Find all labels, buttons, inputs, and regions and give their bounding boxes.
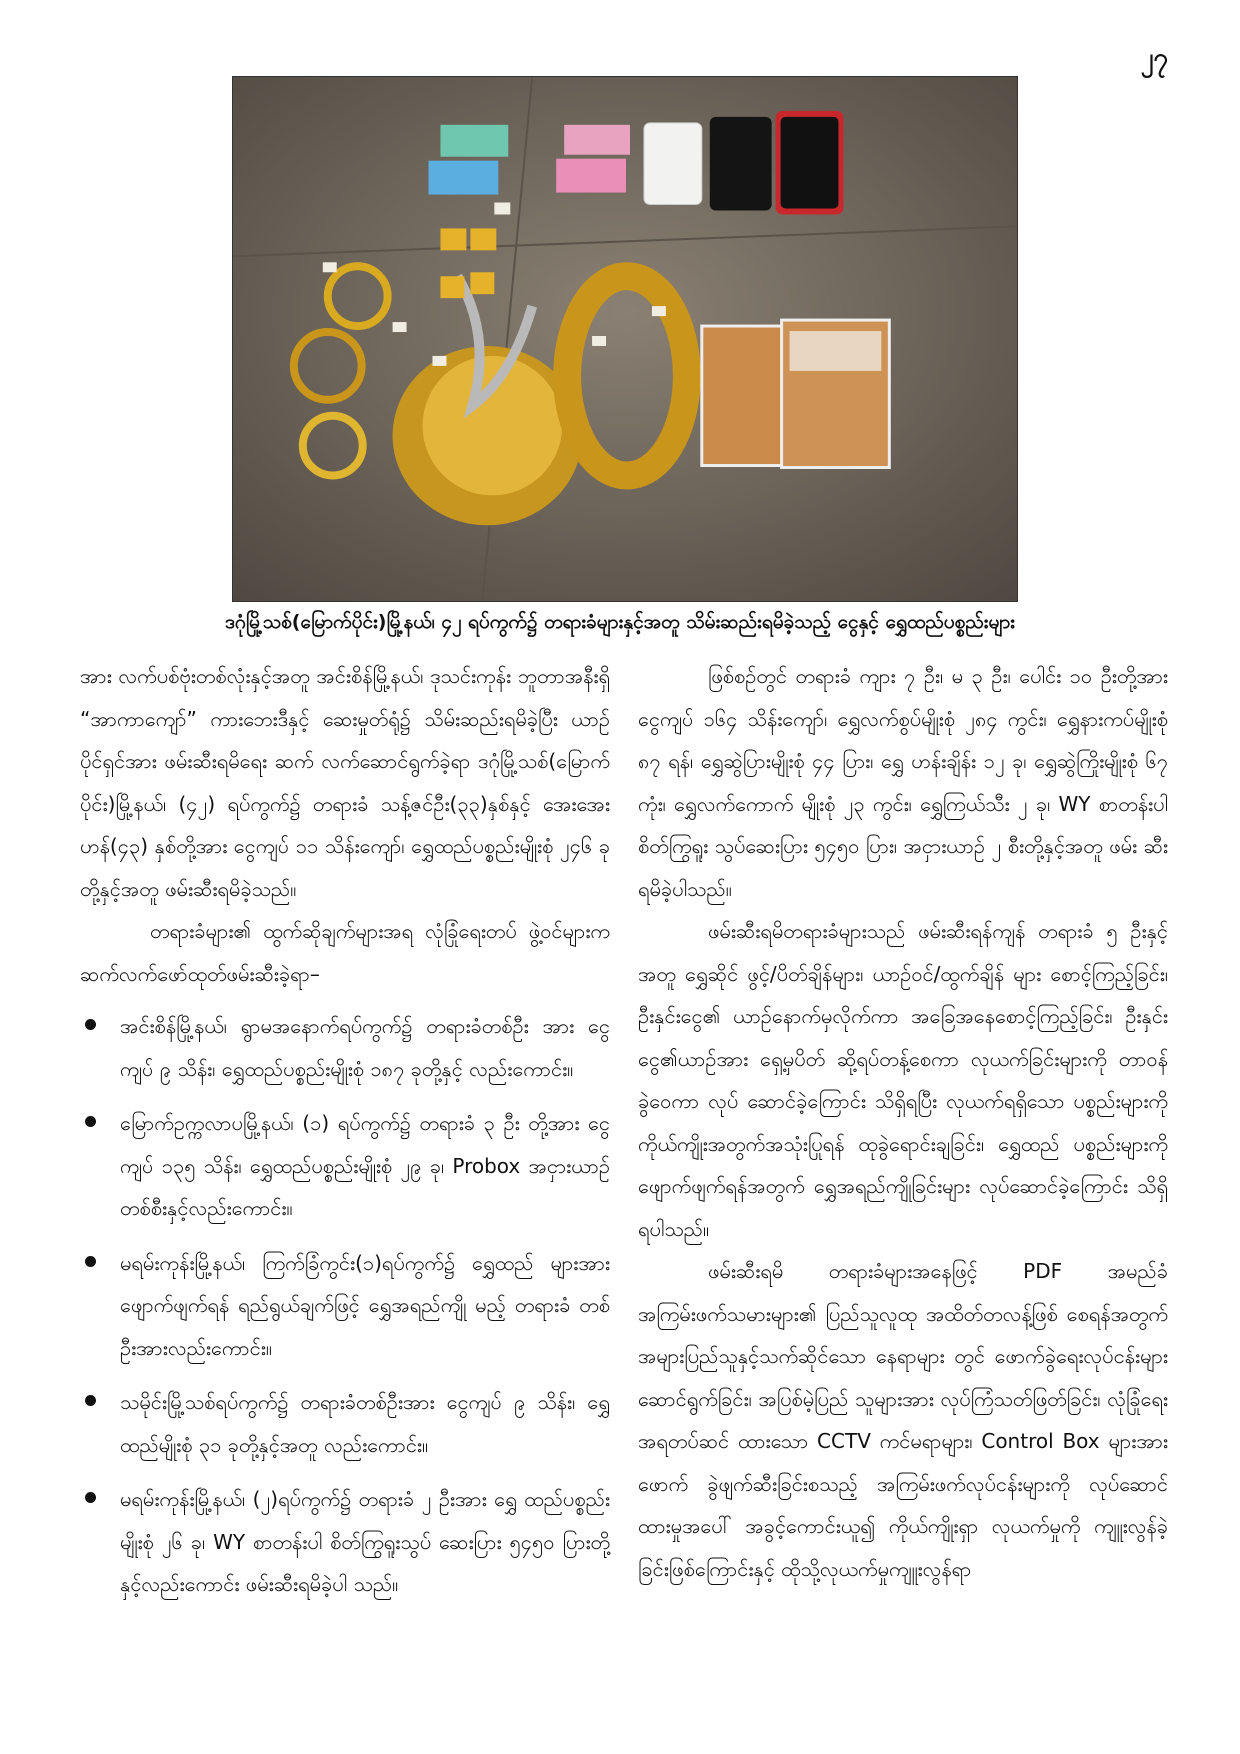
right-paragraph-2: ဖမ်းဆီးရမိတရားခံများသည် ဖမ်းဆီးရန်ကျန် တရားခံ ၅ ဦးနှင့်အတူ ရွှေဆိုင် ဖွင့်/ပိတ်ချိန်များ၊ ယာဉ်ဝင်/ထွက်ချိန် များ စောင့်ကြည့်ခြင်း၊ ဦးနှင်းငွေ၏ ယာဉ်နောက်မှလိုက်ကာ အခြေအနေစောင့်ကြည့်ခြင်း၊ ဦးနှင်းငွေ၏ယာဉ်အား ရှေ့မှပိတ် ဆို့ရပ်တန့်စေကာ လုယက်ခြင်းများကို တာဝန်ခွဲဝေကာ လုပ် ဆောင်ခဲ့ကြောင်း သိရှိရပြီး လုယက်ရရှိသော ပစ္စည်းများကို ကိုယ်ကျိုးအတွက်အသုံးပြုရန် ထုခွဲရောင်းချခြင်း၊ ရွှေထည် ပစ္စည်းများကို ဖျောက်ဖျက်ရန်အတွက် ရွှေအရည်ကျိုခြင်းများ လုပ်ဆောင်ခဲ့ကြောင်း သိရှိရပါသည်။ bbox=[638, 919, 1168, 1241]
photo-caption: ဒဂုံမြို့သစ်(မြောက်ပိုင်း)မြို့နယ်၊ ၄၂ ရပ်ကွက်၌ တရားခံများနှင့်အတူ သိမ်းဆည်းရမိခဲ့သည့် ငွေနှင့် ရွှေထည်ပစ္စည်းများ bbox=[224, 611, 1016, 633]
list-item bbox=[80, 1242, 610, 1370]
list-item-text: သမိုင်းမြို့သစ်ရပ်ကွက်၌ တရားခံတစ်ဦးအား ငွေကျပ် ၉ သိန်း၊ ရွှေထည်မျိုးစုံ ၃၁ ခုတို့နှင့်အတူ လည်းကောင်း။ bbox=[120, 1390, 610, 1457]
list-item-text: အင်းစိန်မြို့နယ်၊ ရွာမအနောက်ရပ်ကွက်၌ တရားခံတစ်ဦး အား ငွေကျပ် ၉ သိန်း၊ ရွှေထည်ပစ္စည်းမျိုးစုံ ၁၈၇ ခုတို့နှင့် လည်းကောင်း။ bbox=[120, 1014, 610, 1081]
bullet-icon bbox=[85, 1492, 96, 1503]
list-item bbox=[80, 1478, 610, 1606]
bullet-icon bbox=[85, 1256, 96, 1267]
arrest-list bbox=[80, 1005, 610, 1606]
bullet-icon bbox=[85, 1395, 96, 1406]
list-item bbox=[80, 1381, 610, 1466]
page-number: ၂၇ bbox=[1140, 43, 1168, 73]
list-item bbox=[80, 1102, 610, 1230]
list-item-text: မရမ်းကုန်းမြို့နယ်၊ (၂)ရပ်ကွက်၌ တရားခံ ၂ ဦးအား ရွှေ ထည်ပစ္စည်းမျိုးစုံ ၂၆ ခု၊ WY စာတန်းပါ စိတ်ကြွရူးသွပ် ဆေးပြား ၅၄၅၀ ပြားတို့နှင့်လည်းကောင်း ဖမ်းဆီးရမိခဲ့ပါ သည်။ bbox=[120, 1487, 610, 1596]
left-paragraph-2: တရားခံများ၏ ထွက်ဆိုချက်များအရ လုံခြုံရေးတပ် ဖွဲ့ဝင်များက ဆက်လက်ဖော်ထုတ်ဖမ်းဆီးခဲ့ရာ– bbox=[80, 919, 610, 986]
photo-evidence-icon bbox=[233, 77, 1017, 601]
right-column bbox=[638, 655, 1168, 1590]
bullet-icon bbox=[85, 1116, 96, 1127]
left-column bbox=[80, 655, 610, 1618]
evidence-photo bbox=[232, 76, 1018, 602]
bullet-icon bbox=[85, 1019, 96, 1030]
list-item-text: မြောက်ဥက္ကလာပမြို့နယ်၊ (၁) ရပ်ကွက်၌ တရားခံ ၃ ဦး တို့အား ငွေကျပ် ၁၃၅ သိန်း၊ ရွှေထည်ပစ္စည်းမျိုးစုံ ၂၉ ခု၊ Probox အငှားယာဉ် တစ်စီးနှင့်လည်းကောင်း။ bbox=[120, 1111, 610, 1220]
list-item bbox=[80, 1005, 610, 1090]
right-paragraph-3: ဖမ်းဆီးရမိ တရားခံများအနေဖြင့် PDF အမည်ခံ အကြမ်းဖက်သမားများ၏ ပြည်သူလူထု အထိတ်တလန့်ဖြစ် စေရန်အတွက် အများပြည်သူနှင့်သက်ဆိုင်သော နေရာများ တွင် ဖောက်ခွဲရေးလုပ်ငန်းများဆောင်ရွက်ခြင်း၊ အပြစ်မဲ့ပြည် သူများအား လုပ်ကြံသတ်ဖြတ်ခြင်း၊ လုံခြုံရေးအရတပ်ဆင် ထားသော CCTV ကင်မရာများ၊ Control Box များအား ဖောက် ခွဲဖျက်ဆီးခြင်းစသည့် အကြမ်းဖက်လုပ်ငန်းများကို လုပ်ဆောင် ထားမှုအပေါ် အခွင့်ကောင်းယူ၍ ကိုယ်ကျိုးရှာ လုယက်မှုကို ကျူးလွန်ခဲ့ခြင်းဖြစ်ကြောင်းနှင့် ထိုသို့လုယက်မှုကျူးလွန်ရာ bbox=[638, 1259, 1168, 1581]
right-paragraph-1: ဖြစ်စဉ်တွင် တရားခံ ကျား ၇ ဦး၊ မ ၃ ဦး၊ ပေါင်း ၁၀ ဦးတို့အား ငွေကျပ် ၁၆၄ သိန်းကျော်၊ ရွှေလက်စွပ်မျိုးစုံ ၂၈၄ ကွင်း၊ ရွှေနားကပ်မျိုးစုံ ၈၇ ရန်၊ ရွှေဆွဲပြားမျိုးစုံ ၄၄ ပြား၊ ရွှေ ဟန်းချိန်း ၁၂ ခု၊ ရွှေဆွဲကြိုးမျိုးစုံ ၆၇ ကုံး၊ ရွှေလက်ကောက် မျိုးစုံ ၂၃ ကွင်း၊ ရွှေကြယ်သီး ၂ ခု၊ WY စာတန်းပါ စိတ်ကြွရူး သွပ်ဆေးပြား ၅၄၅၀ ပြား၊ အငှားယာဉ် ၂ စီးတို့နှင့်အတူ ဖမ်း ဆီးရမိခဲ့ပါသည်။ bbox=[638, 664, 1168, 901]
left-paragraph-1: အား လက်ပစ်ဗုံးတစ်လုံးနှင့်အတူ အင်းစိန်မြို့နယ်၊ ဒုသင်းကုန်း ဘူတာအနီးရှိ “အာကာကျော်” ကားဘေးဒီနှင့် ဆေးမှုတ်ရုံ၌ သိမ်းဆည်းရမိခဲ့ပြီး ယာဉ်ပိုင်ရှင်အား ဖမ်းဆီးရမိရေး ဆက် လက်ဆောင်ရွက်ခဲ့ရာ ဒဂုံမြို့သစ်(မြောက်ပိုင်း)မြို့နယ်၊ (၄၂) ရပ်ကွက်၌ တရားခံ သန့်ဇင်ဦး(၃၃)နှစ်နှင့် အေးအေးဟန်(၄၃) နှစ်တို့အား ငွေကျပ် ၁၁ သိန်းကျော်၊ ရွှေထည်ပစ္စည်းမျိုးစုံ ၂၄၆ ခုတို့နှင့်အတူ ဖမ်းဆီးရမိခဲ့သည်။ bbox=[80, 664, 610, 901]
list-item-text: မရမ်းကုန်းမြို့နယ်၊ ကြက်ခြံကွင်း(၁)ရပ်ကွက်၌ ရွှေထည် များအား ဖျောက်ဖျက်ရန် ရည်ရွယ်ချက်ဖြင့် ရွှေအရည်ကျို မည့် တရားခံ တစ်ဦးအားလည်းကောင်း။ bbox=[120, 1250, 610, 1360]
